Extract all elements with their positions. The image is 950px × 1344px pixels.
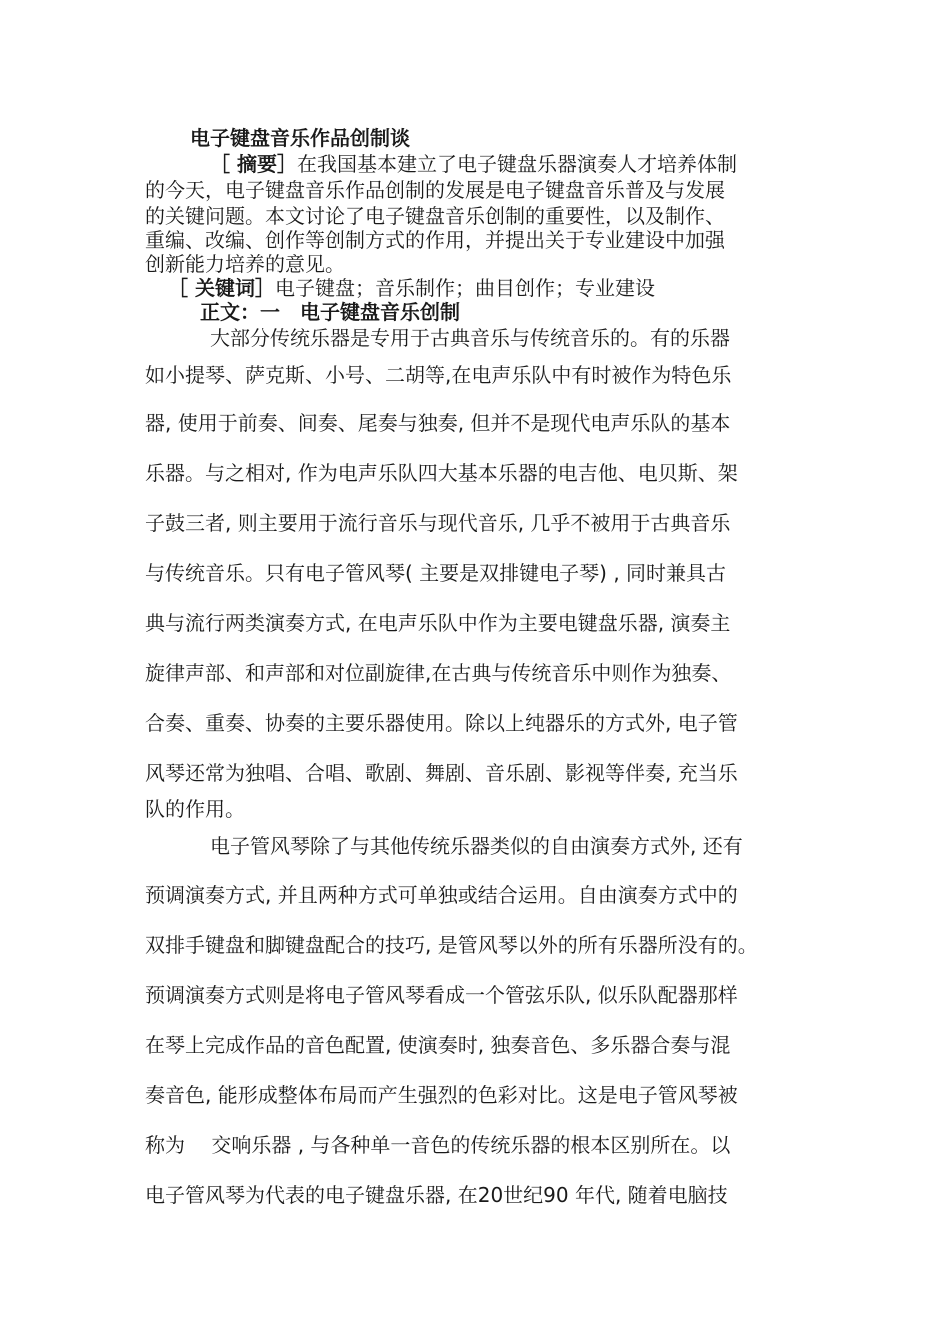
paragraph-line: 与传统音乐。只有电子管风琴( 主要是双排键电子琴) , 同时兼具古 [145, 561, 727, 585]
paragraph-line: 电子管风琴为代表的电子键盘乐器, 在20世纪90 年代, 随着电脑技 [145, 1183, 728, 1207]
paragraph-line: 乐器。与之相对, 作为电声乐队四大基本乐器的电吉他、电贝斯、架 [145, 461, 738, 485]
paragraph-line: 风琴还常为独唱、合唱、歌剧、舞剧、音乐剧、影视等伴奏, 充当乐 [145, 761, 738, 785]
paragraph-line: 预调演奏方式, 并且两种方式可单独或结合运用。自由演奏方式中的 [145, 883, 738, 907]
paragraph-line: 器, 使用于前奏、间奏、尾奏与独奏, 但并不是现代电声乐队的基本 [145, 411, 731, 435]
document-title: 电子键盘音乐作品创制谈 [190, 126, 410, 150]
abstract-line: 的关键问题。本文讨论了电子键盘音乐创制的重要性，以及制作、 [145, 204, 725, 228]
abstract-line: 重编、改编、创作等创制方式的作用，并提出关于专业建设中加强 [145, 228, 725, 252]
paragraph-line: 奏音色, 能形成整体布局而产生强烈的色彩对比。这是电子管风琴被 [145, 1083, 738, 1107]
section-heading: 正文：一 电子键盘音乐创制 [200, 300, 460, 324]
paragraph-line: 双排手键盘和脚键盘配合的技巧, 是管风琴以外的所有乐器所没有的。 [145, 933, 758, 957]
paragraph-line: 子鼓三者, 则主要用于流行音乐与现代音乐, 几乎不被用于古典音乐 [145, 511, 731, 535]
abstract-line: 的今天，电子键盘音乐作品创制的发展是电子键盘音乐普及与发展 [145, 178, 725, 202]
paragraph-line: 称为 交响乐器 , 与各种单一音色的传统乐器的根本区别所在。以 [145, 1133, 731, 1157]
paragraph-line: 大部分传统乐器是专用于古典音乐与传统音乐的。有的乐器 [210, 326, 730, 350]
keywords-line [168, 276, 655, 300]
paragraph-line: 在琴上完成作品的音色配置, 使演奏时, 独奏音色、多乐器合奏与混 [145, 1033, 731, 1057]
abstract-line: 创新能力培养的意见。 [145, 252, 345, 276]
paragraph-line: 旋律声部、和声部和对位副旋律,在古典与传统音乐中则作为独奏、 [145, 661, 732, 685]
abstract-first-line [210, 152, 737, 176]
paragraph-line: 典与流行两类演奏方式, 在电声乐队中作为主要电键盘乐器, 演奏主 [145, 611, 731, 635]
keywords-label: ［ 关键词］ [168, 276, 275, 300]
paragraph-line: 电子管风琴除了与其他传统乐器类似的自由演奏方式外, 还有 [210, 834, 743, 858]
abstract-first-text: 在我国基本建立了电子键盘乐器演奏人才培养体制 [296, 152, 737, 176]
paragraph-line: 如小提琴、萨克斯、小号、二胡等,在电声乐队中有时被作为特色乐 [145, 363, 732, 387]
paragraph-line: 预调演奏方式则是将电子管风琴看成一个管弦乐队, 似乐队配器那样 [145, 983, 738, 1007]
paragraph-line: 队的作用。 [145, 797, 245, 821]
keywords-text: 电子键盘；音乐制作；曲目创作；专业建设 [274, 276, 655, 300]
paragraph-line: 合奏、重奏、协奏的主要乐器使用。除以上纯器乐的方式外, 电子管 [145, 711, 738, 735]
abstract-label: ［ 摘要］ [210, 152, 297, 176]
